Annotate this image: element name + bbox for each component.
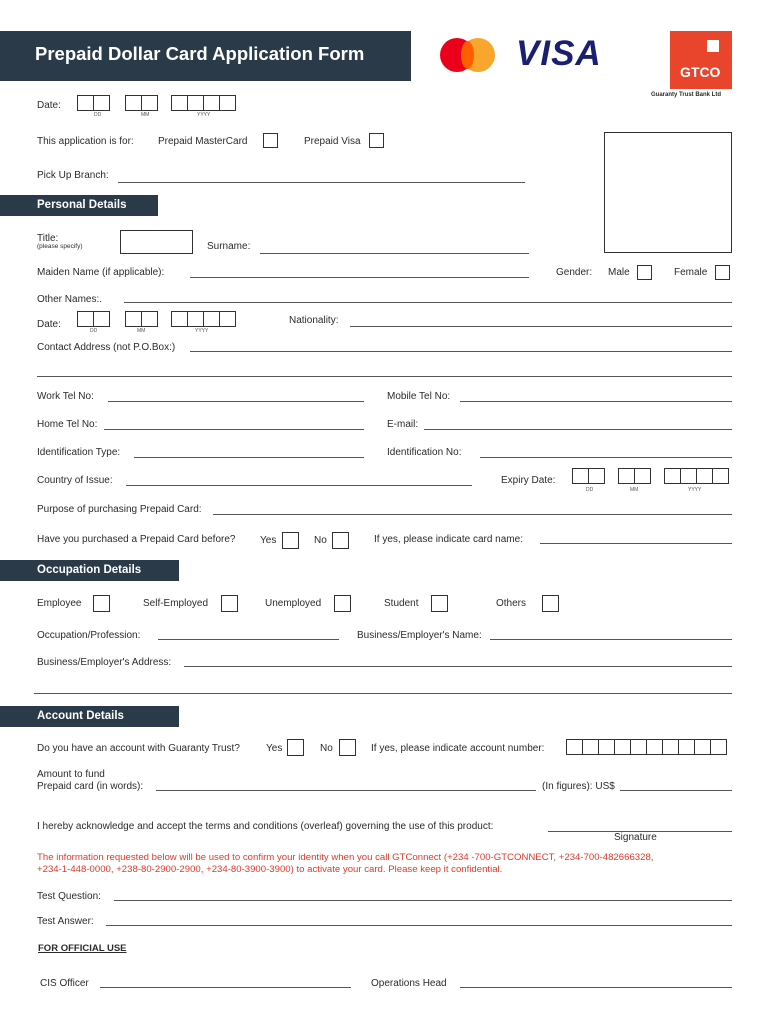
id-type-label: Identification Type:	[37, 447, 121, 458]
employer-name-label: Business/Employer's Name:	[357, 630, 482, 641]
dob-dd-hint: DD	[90, 328, 98, 334]
employer-address-label: Business/Employer's Address:	[37, 657, 172, 668]
gender-label: Gender:	[556, 267, 593, 278]
dob-year-boxes[interactable]	[171, 311, 235, 327]
cis-officer-label: CIS Officer	[40, 978, 89, 989]
amount-label-line-2: Prepaid card (in words):	[37, 781, 144, 792]
purchased-no-checkbox[interactable]	[332, 532, 349, 549]
has-account-yes-checkbox[interactable]	[287, 739, 304, 756]
test-question-label: Test Question:	[37, 891, 101, 902]
has-account-label: Do you have an account with Guaranty Trust?	[37, 743, 240, 754]
amount-figures-field[interactable]	[620, 790, 732, 791]
expiry-mm-hint: MM	[630, 487, 639, 493]
employer-address-field-1[interactable]	[184, 666, 732, 667]
surname-label: Surname:	[207, 241, 251, 252]
student-checkbox[interactable]	[431, 595, 448, 612]
work-tel-label: Work Tel No:	[37, 391, 94, 402]
purchased-yes-label: Yes	[260, 535, 277, 546]
student-label: Student	[384, 598, 419, 609]
in-figures-label: (In figures): US$	[542, 781, 615, 792]
expiry-yyyy-hint: YYYY	[688, 487, 702, 493]
passport-photo-box	[604, 132, 732, 253]
date-day-boxes[interactable]	[77, 95, 109, 111]
dob-yyyy-hint: YYYY	[195, 328, 209, 334]
operations-head-field[interactable]	[460, 987, 732, 988]
visa-logo: VISA	[516, 34, 602, 73]
id-no-field[interactable]	[480, 457, 732, 458]
country-of-issue-label: Country of Issue:	[37, 475, 113, 486]
others-label: Others	[496, 598, 527, 609]
other-names-field[interactable]	[124, 302, 732, 303]
gtco-logo	[670, 31, 732, 89]
form-title-banner	[0, 31, 411, 81]
official-use-heading: FOR OFFICIAL USE	[38, 943, 127, 954]
title-hint: (please specify)	[37, 243, 83, 250]
dob-mm-hint: MM	[137, 328, 146, 334]
unemployed-label: Unemployed	[265, 598, 322, 609]
dob-label: Date:	[37, 319, 61, 330]
account-details-heading: Account Details	[0, 706, 179, 727]
test-answer-field[interactable]	[106, 925, 732, 926]
expiry-dd-hint: DD	[586, 487, 594, 493]
maiden-name-field[interactable]	[190, 277, 529, 278]
confidential-notice-line-1: The information requested below will be used to confirm your identity when you call GTConnect (+234 -700-GTCONNECT, +234-700-482666328,	[37, 852, 654, 863]
amount-label-line-1: Amount to fund	[37, 769, 105, 780]
female-checkbox[interactable]	[715, 265, 730, 280]
contact-address-field-2[interactable]	[37, 376, 732, 377]
gtco-logo-text: GTCO	[680, 64, 721, 80]
has-account-no-checkbox[interactable]	[339, 739, 356, 756]
male-checkbox[interactable]	[637, 265, 652, 280]
expiry-month-boxes[interactable]	[618, 468, 650, 484]
home-tel-field[interactable]	[104, 429, 364, 430]
purpose-label: Purpose of purchasing Prepaid Card:	[37, 504, 202, 515]
home-tel-label: Home Tel No:	[37, 419, 98, 430]
card-name-label: If yes, please indicate card name:	[374, 534, 523, 545]
card-name-field[interactable]	[540, 543, 732, 544]
work-tel-field[interactable]	[108, 401, 364, 402]
dob-day-boxes[interactable]	[77, 311, 109, 327]
date-dd-hint: DD	[94, 112, 102, 118]
nationality-label: Nationality:	[289, 315, 339, 326]
test-answer-label: Test Answer:	[37, 916, 94, 927]
personal-details-heading: Personal Details	[0, 195, 158, 216]
title-label: Title:	[37, 233, 59, 244]
expiry-date-label: Expiry Date:	[501, 475, 556, 486]
employer-name-field[interactable]	[490, 639, 732, 640]
account-number-label: If yes, please indicate account number:	[371, 743, 545, 754]
expiry-year-boxes[interactable]	[664, 468, 728, 484]
id-type-field[interactable]	[134, 457, 364, 458]
contact-address-field-1[interactable]	[190, 351, 732, 352]
profession-field[interactable]	[158, 639, 339, 640]
pickup-branch-label: Pick Up Branch:	[37, 170, 109, 181]
cis-officer-field[interactable]	[100, 987, 351, 988]
date-mm-hint: MM	[141, 112, 150, 118]
purpose-field[interactable]	[213, 514, 732, 515]
contact-address-label: Contact Address (not P.O.Box:)	[37, 342, 176, 353]
page-title: Prepaid Dollar Card Application Form	[35, 43, 365, 64]
prepaid-mastercard-label: Prepaid MasterCard	[158, 136, 248, 147]
purchased-yes-checkbox[interactable]	[282, 532, 299, 549]
others-checkbox[interactable]	[542, 595, 559, 612]
employee-checkbox[interactable]	[93, 595, 110, 612]
pickup-branch-field[interactable]	[118, 182, 525, 183]
amount-words-field[interactable]	[156, 790, 536, 791]
bank-name: Guaranty Trust Bank Ltd	[651, 92, 722, 98]
confidential-notice-line-2: +234-1-448-0000, +238-80-2900-2900, +234-80-3900-3900) to activate your card. Please keep it confidential.	[37, 864, 503, 875]
signature-label: Signature	[614, 832, 657, 843]
acknowledge-text: I hereby acknowledge and accept the terms and conditions (overleaf) governing the use of this product:	[37, 821, 494, 832]
self-employed-label: Self-Employed	[143, 598, 209, 609]
prepaid-visa-label: Prepaid Visa	[304, 136, 361, 147]
male-label: Male	[608, 267, 630, 278]
test-question-field[interactable]	[114, 900, 732, 901]
expiry-day-boxes[interactable]	[572, 468, 604, 484]
mobile-tel-field[interactable]	[460, 401, 732, 402]
self-employed-checkbox[interactable]	[221, 595, 238, 612]
id-no-label: Identification No:	[387, 447, 462, 458]
date-year-boxes[interactable]	[171, 95, 235, 111]
has-account-no-label: No	[320, 743, 333, 754]
mobile-tel-label: Mobile Tel No:	[387, 391, 451, 402]
other-names-label: Other Names:.	[37, 294, 103, 305]
date-label: Date:	[37, 100, 61, 111]
operations-head-label: Operations Head	[371, 978, 447, 989]
purchased-no-label: No	[314, 535, 327, 546]
nationality-field[interactable]	[350, 326, 732, 327]
female-label: Female	[674, 267, 708, 278]
dob-month-boxes[interactable]	[125, 311, 157, 327]
unemployed-checkbox[interactable]	[334, 595, 351, 612]
date-yyyy-hint: YYYY	[197, 112, 211, 118]
employee-label: Employee	[37, 598, 82, 609]
surname-field[interactable]	[260, 253, 529, 254]
account-number-boxes[interactable]	[566, 739, 726, 755]
email-field[interactable]	[424, 429, 732, 430]
purchased-before-label: Have you purchased a Prepaid Card before?	[37, 534, 236, 545]
occupation-details-heading: Occupation Details	[0, 560, 179, 581]
employer-address-field-2[interactable]	[34, 693, 732, 694]
profession-label: Occupation/Profession:	[37, 630, 141, 641]
country-of-issue-field[interactable]	[126, 485, 472, 486]
maiden-name-label: Maiden Name (if applicable):	[37, 267, 165, 278]
title-field[interactable]	[120, 230, 193, 254]
date-month-boxes[interactable]	[125, 95, 157, 111]
has-account-yes-label: Yes	[266, 743, 283, 754]
prepaid-mastercard-checkbox[interactable]	[263, 133, 278, 148]
application-for-label: This application is for:	[37, 136, 134, 147]
email-label: E-mail:	[387, 419, 419, 430]
prepaid-visa-checkbox[interactable]	[369, 133, 384, 148]
mastercard-logo	[440, 38, 498, 72]
